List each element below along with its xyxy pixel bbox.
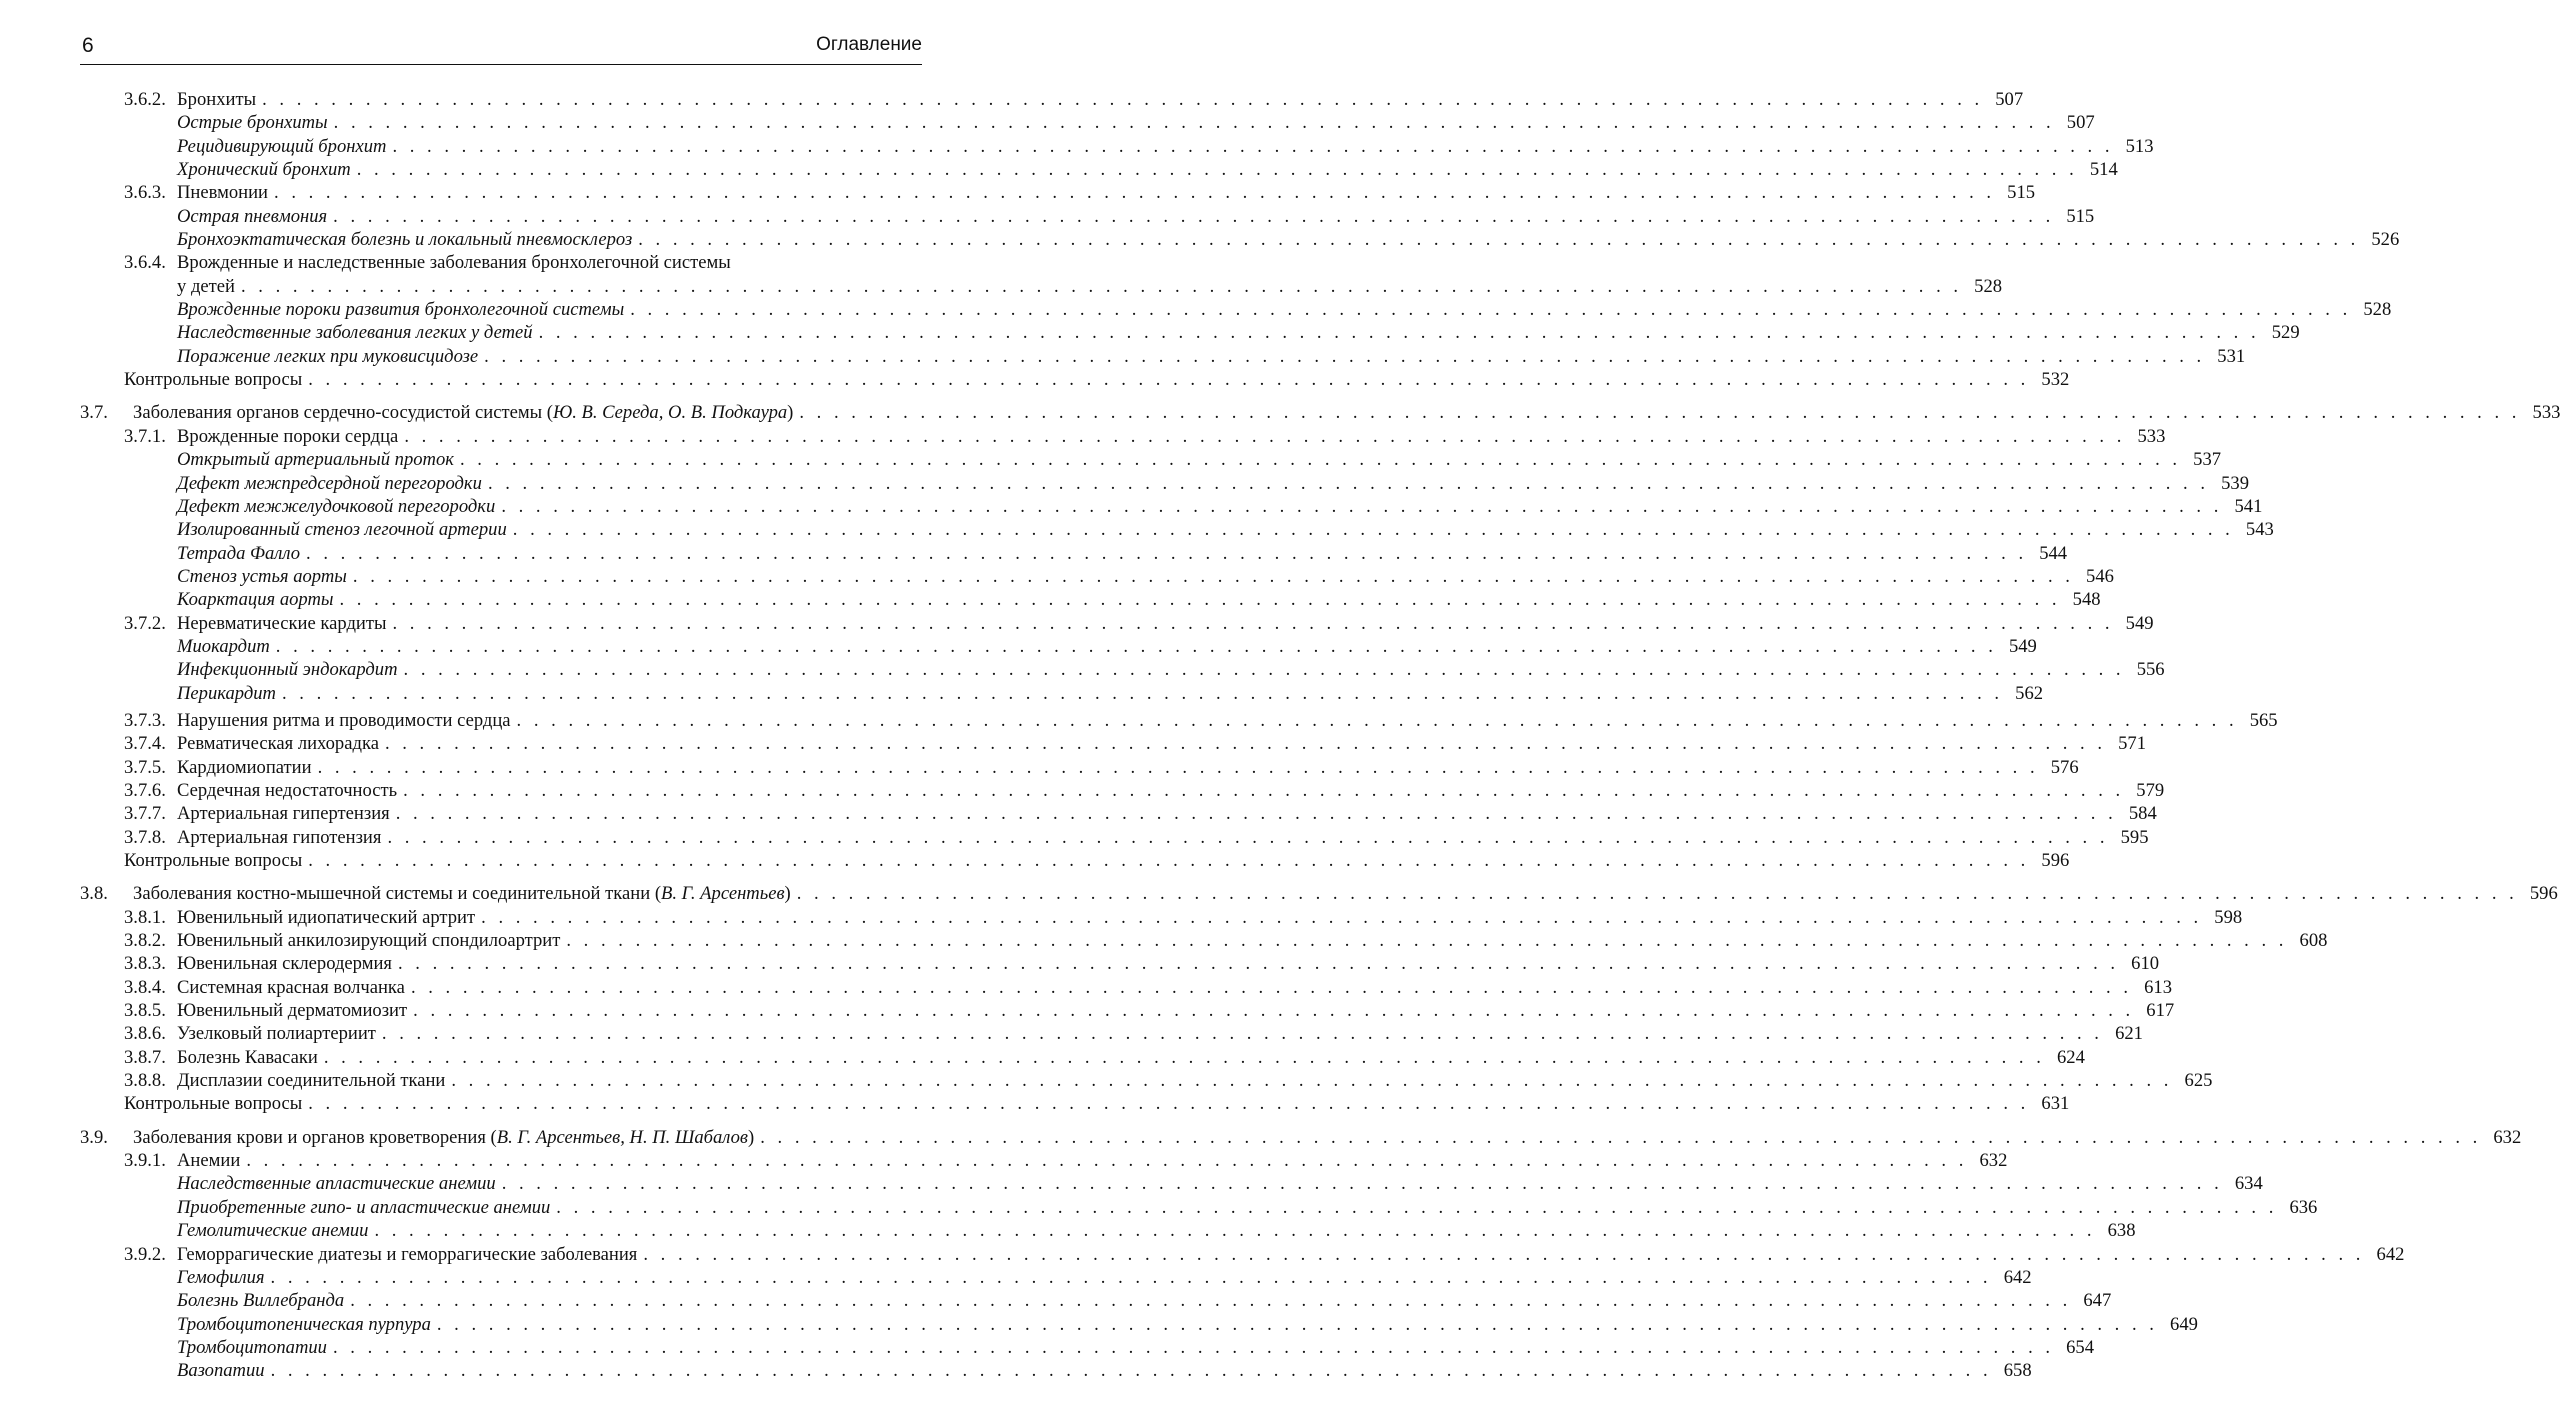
toc-entry-page: 625 [2184,1070,2213,1092]
toc-entry-title-text: Врожденные пороки развития бронхолегочной системы [177,299,625,321]
toc-entry[interactable] [80,929,2328,952]
toc-leader-dots [513,518,2234,541]
toc-leader-dots [502,1172,2223,1195]
toc-leader-dots [382,1022,2103,1045]
toc-entry-title [177,275,235,298]
toc-entry[interactable] [80,542,2068,565]
toc-entry-title [177,298,624,321]
toc-entry-title [177,1336,327,1359]
toc-leader-dots [392,612,2113,635]
toc-leader-dots [797,882,2518,905]
table-of-contents [80,88,2560,1383]
toc-entry[interactable] [80,1219,2136,1242]
toc-entry-title-text: Коарктация аорты [177,589,334,611]
toc-leader-dots [404,658,2125,681]
toc-entry[interactable] [80,181,2036,204]
toc-entry[interactable] [80,658,2165,681]
page-number: 6 [82,34,94,57]
toc-entry-title-text: Перикардит [177,682,276,704]
toc-entry-page: 532 [2041,369,2070,391]
toc-entry[interactable] [80,1243,2405,1266]
toc-entry-title [177,1219,368,1242]
toc-leader-dots [484,345,2205,368]
toc-leader-dots [760,1126,2481,1149]
toc-entry-title [177,929,560,952]
toc-entry[interactable] [80,251,926,274]
toc-entry-number: 3.9.2. [124,1243,166,1265]
toc-entry-title-text: Рецидивирующий бронхит [177,135,387,157]
toc-entry-title [177,1313,431,1336]
toc-entry-title-text: Контрольные вопросы [124,1093,303,1115]
toc-entry-page: 514 [2089,159,2118,181]
toc-entry-title-text: Артериальная гипертензия [177,803,390,825]
toc-entry-number: 3.7.3. [124,709,166,731]
toc-entry-title [177,251,731,274]
toc-entry-title-text: Заболевания крови и органов кроветворения [133,1126,486,1148]
toc-entry-title [177,205,327,228]
toc-entry-number: 3.8.8. [124,1070,166,1092]
toc-entry-title-text: Заболевания костно-мышечной системы и соединительной ткани [133,883,651,905]
toc-entry-number: 3.6.3. [124,182,166,204]
toc-entry[interactable] [80,1022,2143,1045]
toc-entry[interactable] [80,906,2243,929]
toc-entry[interactable] [80,635,2037,658]
toc-entry-title [177,345,478,368]
toc-entry[interactable] [80,1149,2008,1172]
toc-entry[interactable] [80,401,2560,424]
toc-leader-dots [262,88,1983,111]
toc-entry-page: 617 [2146,1000,2175,1022]
toc-entry-page: 541 [2234,495,2263,517]
toc-entry[interactable] [80,1313,2198,1336]
toc-entry-page: 624 [2056,1046,2085,1068]
toc-entry-page: 571 [2118,733,2146,755]
toc-entry-page: 642 [2003,1266,2032,1288]
toc-entry-title-text: Миокардит [177,635,270,657]
toc-entry[interactable] [80,158,2118,181]
toc-entry[interactable] [80,1172,2263,1195]
toc-entry[interactable] [80,135,2154,158]
toc-entry-title-text: Изолированный стеноз легочной артерии [177,519,507,541]
toc-entry-page: 596 [2041,850,2070,871]
toc-entry-title [177,779,397,802]
toc-leader-dots [276,635,1997,658]
toc-entry-title-text: Нарушения ритма и проводимости сердца [177,709,511,731]
toc-entry-title [177,181,268,204]
toc-entry-title-text: Врожденные пороки сердца [177,425,399,447]
toc-entry[interactable] [80,682,2044,705]
toc-entry[interactable] [80,802,2157,825]
toc-entry-title-text: Ювенильный идиопатический артрит [177,906,476,928]
toc-leader-dots [437,1313,2158,1336]
toc-leader-dots [271,1266,1992,1289]
toc-entry-page: 539 [2221,472,2249,494]
toc-entry-page: 647 [2083,1290,2112,1312]
toc-leader-dots [246,1149,1967,1172]
toc-entry[interactable] [80,999,2175,1022]
toc-entry[interactable] [80,1359,2032,1382]
toc-entry-title [177,999,407,1022]
toc-entry[interactable] [80,111,2095,134]
toc-leader-dots [333,205,2054,228]
toc-entry-page: 531 [2217,345,2246,367]
toc-entry-title-text: Инфекционный эндокардит [177,659,398,681]
toc-entry-title-text: Приобретенные гипо- и апластические анемии [177,1196,551,1218]
toc-entry-title-text: Вазопатии [177,1360,265,1382]
toc-entry[interactable] [80,1092,2070,1115]
toc-entry-title [177,495,495,518]
toc-entry-number: 3.8.2. [124,930,166,952]
toc-entry-number: 3.7.5. [124,756,166,778]
toc-entry[interactable] [80,1069,2213,1092]
toc-entry-title-text: Ревматическая лихорадка [177,733,379,755]
toc-leader-dots [333,1336,2054,1359]
toc-entry[interactable] [80,849,2070,872]
toc-entry-title [177,682,276,705]
toc-entry-page: 543 [2245,519,2274,541]
toc-entry-number: 3.7.1. [124,425,166,447]
running-title: Оглавление [816,34,922,55]
toc-entry[interactable] [80,1046,2085,1069]
toc-entry[interactable] [80,448,2222,471]
toc-entry-page: 549 [2008,635,2037,657]
toc-entry-page: 610 [2131,953,2160,975]
toc-leader-dots [517,709,2238,732]
toc-entry-page: 544 [2039,542,2068,564]
toc-entry-page: 613 [2144,976,2172,998]
toc-leader-dots [357,158,2078,181]
toc-entry-number: 3.7.7. [124,803,166,825]
toc-leader-dots [350,1289,2071,1312]
toc-entry-title-text: Тромбоцитопеническая пурпура [177,1313,431,1335]
toc-entry[interactable] [80,779,2165,802]
toc-entry[interactable] [80,588,2101,611]
toc-entry-page: 526 [2371,229,2400,251]
toc-entry-number: 3.8.7. [124,1046,166,1068]
toc-entry-page: 632 [1979,1150,2008,1172]
toc-entry-title-text: Тетрада Фалло [177,542,301,564]
toc-entry-page: 596 [2529,883,2558,905]
toc-entry[interactable] [80,882,2558,905]
toc-leader-dots [306,542,2027,565]
toc-entry-title [177,111,328,134]
toc-entry[interactable] [80,1336,2095,1359]
toc-entry-page: 576 [2050,756,2079,778]
toc-entry-page: 515 [2007,182,2036,204]
toc-entry-title-text: Поражение легких при муковисцидозе [177,345,479,367]
toc-entry-title [177,635,270,658]
toc-entry-page: 565 [2249,709,2278,731]
toc-entry-page: 598 [2214,906,2243,928]
toc-entry-title [177,88,256,111]
toc-leader-dots [318,756,2039,779]
toc-entry-page: 528 [2363,299,2392,321]
toc-entry-title-text: Анемии [177,1150,241,1172]
toc-entry-title-text: Хронический бронхит [177,159,351,181]
toc-entry-title-text: Наследственные апластические анемии [177,1173,496,1195]
toc-entry-title-text: Узелковый полиартериит [177,1023,376,1045]
toc-entry-title [177,906,475,929]
toc-entry[interactable] [80,612,2154,635]
toc-entry[interactable] [80,709,2278,732]
toc-entry-number: 3.6.4. [124,252,166,274]
toc-entry-title [177,1243,637,1266]
toc-entry-title-text: Гемофилия [177,1266,265,1288]
toc-entry-title [177,1172,496,1195]
toc-entry[interactable] [80,368,2070,391]
toc-entry-page: 562 [2015,682,2044,704]
toc-entry-title [177,1022,376,1045]
toc-entry[interactable] [80,495,2263,518]
toc-entry-title [177,976,405,999]
toc-entry-number: 3.6.2. [124,89,166,110]
toc-entry[interactable] [80,518,2274,541]
toc-entry-title-text: Тромбоцитопатии [177,1336,327,1358]
toc-leader-dots [282,682,2003,705]
toc-entry[interactable] [80,228,2400,251]
toc-entry-title-text: Кардиомиопатии [177,756,312,778]
toc-entry[interactable] [80,425,2166,448]
toc-entry-title [177,228,632,251]
toc-entry-title [177,1069,445,1092]
toc-entry-title: Заболевания органов сердечно-сосудистой системы (Ю. В. Середа, О. В. Подкаура) [133,402,794,424]
toc-entry-title-text: Стеноз устья аорты [177,565,347,587]
toc-entry[interactable] [80,1126,2522,1149]
toc-entry-page: 636 [2289,1196,2318,1218]
toc-entry-title [177,1289,344,1312]
toc-entry-number: 3.7.4. [124,733,166,755]
toc-entry-title-text: Дисплазии соединительной ткани [177,1070,446,1092]
toc-entry-title-text: Острая пневмония [177,205,328,227]
toc-entry-title [177,658,398,681]
toc-entry-title-text: Неревматические кардиты [177,612,387,634]
toc-entry-title [177,135,386,158]
toc-entry-page: 608 [2299,930,2328,952]
toc-entry-page: 533 [2137,425,2166,447]
toc-entry-page: 642 [2376,1243,2405,1265]
toc-entry-title-text: Гемолитические анемии [177,1220,369,1242]
toc-leader-dots [392,135,2113,158]
toc-entry[interactable] [80,298,2392,321]
toc-entry[interactable] [80,205,2095,228]
toc-leader-dots [411,976,2132,999]
toc-leader-dots [396,802,2117,825]
toc-leader-dots [308,1092,2029,1115]
toc-entry-title-text: Системная красная волчанка [177,976,405,998]
toc-leader-dots [413,999,2134,1022]
toc-entry-title-text: Бронхиты [177,89,257,110]
toc-entry-title-text: Врожденные и наследственные заболевания бронхолегочной системы [177,252,731,274]
toc-entry-page: 632 [2493,1126,2522,1148]
toc-entry-title-text: Наследственные заболевания легких у детей [177,322,533,344]
toc-entry[interactable] [80,1289,2112,1312]
toc-entry-number: 3.8.4. [124,976,166,998]
toc-entry-page: 595 [2120,826,2149,848]
toc-entry-number: 3.7.6. [124,779,166,801]
toc-entry-title [177,321,533,344]
toc-entry-title-text: Ювенильный дерматомиозит [177,1000,408,1022]
toc-entry-page: 528 [1974,275,2003,297]
toc-entry-page: 631 [2041,1093,2070,1115]
toc-entry-authors: В. Г. Арсентьев, Н. П. Шабалов [496,1126,749,1148]
toc-entry-title-text: Контрольные вопросы [124,369,303,391]
toc-leader-dots [340,588,2061,611]
toc-entry[interactable] [80,1266,2032,1289]
toc-entry-page: 658 [2003,1360,2032,1382]
toc-entry-title: Заболевания крови и органов кроветворения (В. Г. Арсентьев, Н. П. Шабалов) [133,1126,755,1148]
toc-entry-page: 579 [2136,779,2165,801]
toc-entry-title [177,542,300,565]
toc-entry-title [177,709,511,732]
toc-entry-title [124,849,302,872]
toc-entry-title [177,756,312,779]
toc-leader-dots [460,448,2181,471]
toc-entry-title [177,826,381,849]
toc-entry-page: 513 [2125,135,2154,157]
toc-entry-page: 654 [2066,1336,2095,1358]
toc-entry-page: 634 [2234,1173,2263,1195]
toc-entry-page: 546 [2086,565,2114,587]
toc-entry[interactable] [80,732,2146,755]
toc-leader-dots [334,111,2055,134]
toc-entry-page: 533 [2532,402,2560,424]
toc-entry[interactable] [80,1196,2318,1219]
toc-leader-dots [799,401,2520,424]
toc-leader-dots [556,1196,2277,1219]
toc-entry-title [177,472,482,495]
toc-entry[interactable] [80,756,2079,779]
toc-leader-dots [451,1069,2172,1092]
toc-entry[interactable] [80,976,2172,999]
toc-entry-title-text: Бронхоэктатическая болезнь и локальный пневмосклероз [177,229,633,251]
toc-leader-dots [308,368,2029,391]
toc-entry-page: 507 [2066,112,2095,134]
running-header [80,34,922,65]
toc-entry-page: 556 [2136,659,2165,681]
toc-entry-number: 3.8.1. [124,906,166,928]
toc-leader-dots [501,495,2222,518]
toc-entry-title [177,565,347,588]
toc-entry-title-text: у детей [177,275,235,297]
toc-leader-dots [481,906,2202,929]
toc-entry-title [177,1046,318,1069]
toc-entry-title [124,368,302,391]
toc-entry-title [177,1149,240,1172]
toc-entry[interactable] [80,826,2149,849]
toc-entry-title-text: Открытый артериальный проток [177,449,454,471]
toc-entry-title-text: Болезнь Виллебранда [177,1290,345,1312]
toc-entry[interactable] [80,952,2160,975]
toc-leader-dots [566,929,2287,952]
toc-leader-dots [353,565,2074,588]
toc-leader-dots [398,952,2119,975]
toc-entry-page: 638 [2107,1220,2136,1242]
toc-entry[interactable] [80,88,2024,111]
toc-entry-page: 529 [2271,322,2300,344]
toc-entry[interactable] [80,472,2249,495]
toc-entry-number: 3.8.3. [124,953,166,975]
toc-entry-title-text: Сердечная недостаточность [177,779,398,801]
toc-entry-title-text: Ювенильная склеродермия [177,953,392,975]
toc-leader-dots [643,1243,2364,1266]
toc-entry-title-text: Болезнь Кавасаки [177,1046,318,1068]
toc-leader-dots [638,228,2359,251]
toc-leader-dots [324,1046,2045,1069]
toc-entry-title-text: Ювенильный анкилозирующий спондилоартрит [177,930,561,952]
toc-leader-dots [404,425,2125,448]
toc-leader-dots [403,779,2124,802]
toc-entry-title [177,802,390,825]
toc-entry-page: 649 [2170,1313,2198,1335]
toc-entry-title [177,1196,550,1219]
toc-entry-title [177,518,507,541]
toc-entry-title-text: Контрольные вопросы [124,850,303,871]
toc-leader-dots [488,472,2209,495]
toc-entry-page: 515 [2066,205,2095,227]
toc-entry-page: 584 [2128,803,2157,825]
toc-leader-dots [374,1219,2095,1242]
toc-entry-title-text: Острые бронхиты [177,112,328,134]
toc-entry-title [177,612,386,635]
toc-entry-title [177,588,334,611]
toc-entry[interactable] [80,565,2114,588]
toc-entry-title-text: Заболевания органов сердечно-сосудистой системы [133,402,543,424]
toc-entry-number: 3.7.2. [124,612,166,634]
toc-entry[interactable] [80,321,2300,344]
toc-entry[interactable] [80,345,2246,368]
toc-leader-dots [387,826,2108,849]
toc-leader-dots [385,732,2106,755]
toc-entry-title [177,1266,265,1289]
toc-leader-dots [630,298,2351,321]
toc-entry-title-text: Пневмонии [177,182,269,204]
toc-entry-number: 3.8.5. [124,1000,166,1022]
toc-entry-title-text: Геморрагические диатезы и геморрагические заболевания [177,1243,638,1265]
toc-entry-authors: Ю. В. Середа, О. В. Подкаура [553,402,788,424]
toc-entry-title: Заболевания костно-мышечной системы и соединительной ткани (В. Г. Арсентьев) [133,883,791,905]
toc-entry-authors: В. Г. Арсентьев [661,883,785,905]
toc-entry-title-text: Дефект межпредсердной перегородки [177,472,482,494]
toc-entry-number: 3.7. [80,402,108,424]
toc-entry-title [177,448,454,471]
toc-leader-dots [308,849,2029,872]
toc-entry-title [177,158,351,181]
toc-leader-dots [271,1359,1992,1382]
toc-entry-page: 549 [2125,612,2154,634]
toc-entry-page: 548 [2072,589,2101,611]
toc-entry-title [124,1092,302,1115]
toc-entry-title [177,1359,265,1382]
toc-entry-number: 3.8. [80,883,108,905]
toc-entry-page: 621 [2115,1023,2143,1045]
toc-entry-title [177,732,379,755]
toc-entry-title-text: Дефект межжелудочковой перегородки [177,495,496,517]
toc-entry-number: 3.7.8. [124,826,166,848]
toc-entry-page: 507 [1995,89,2024,110]
toc-leader-dots [539,321,2260,344]
toc-entry-number: 3.9. [80,1126,108,1148]
toc-entry-title-text: Артериальная гипотензия [177,826,382,848]
toc-entry-number: 3.8.6. [124,1023,166,1045]
toc-entry[interactable] [80,275,2003,298]
toc-entry-title [177,952,392,975]
toc-entry-number: 3.9.1. [124,1150,166,1172]
toc-leader-dots [241,275,1962,298]
toc-entry-page: 537 [2193,449,2222,471]
toc-leader-dots [274,181,1995,204]
toc-entry-title [177,425,398,448]
